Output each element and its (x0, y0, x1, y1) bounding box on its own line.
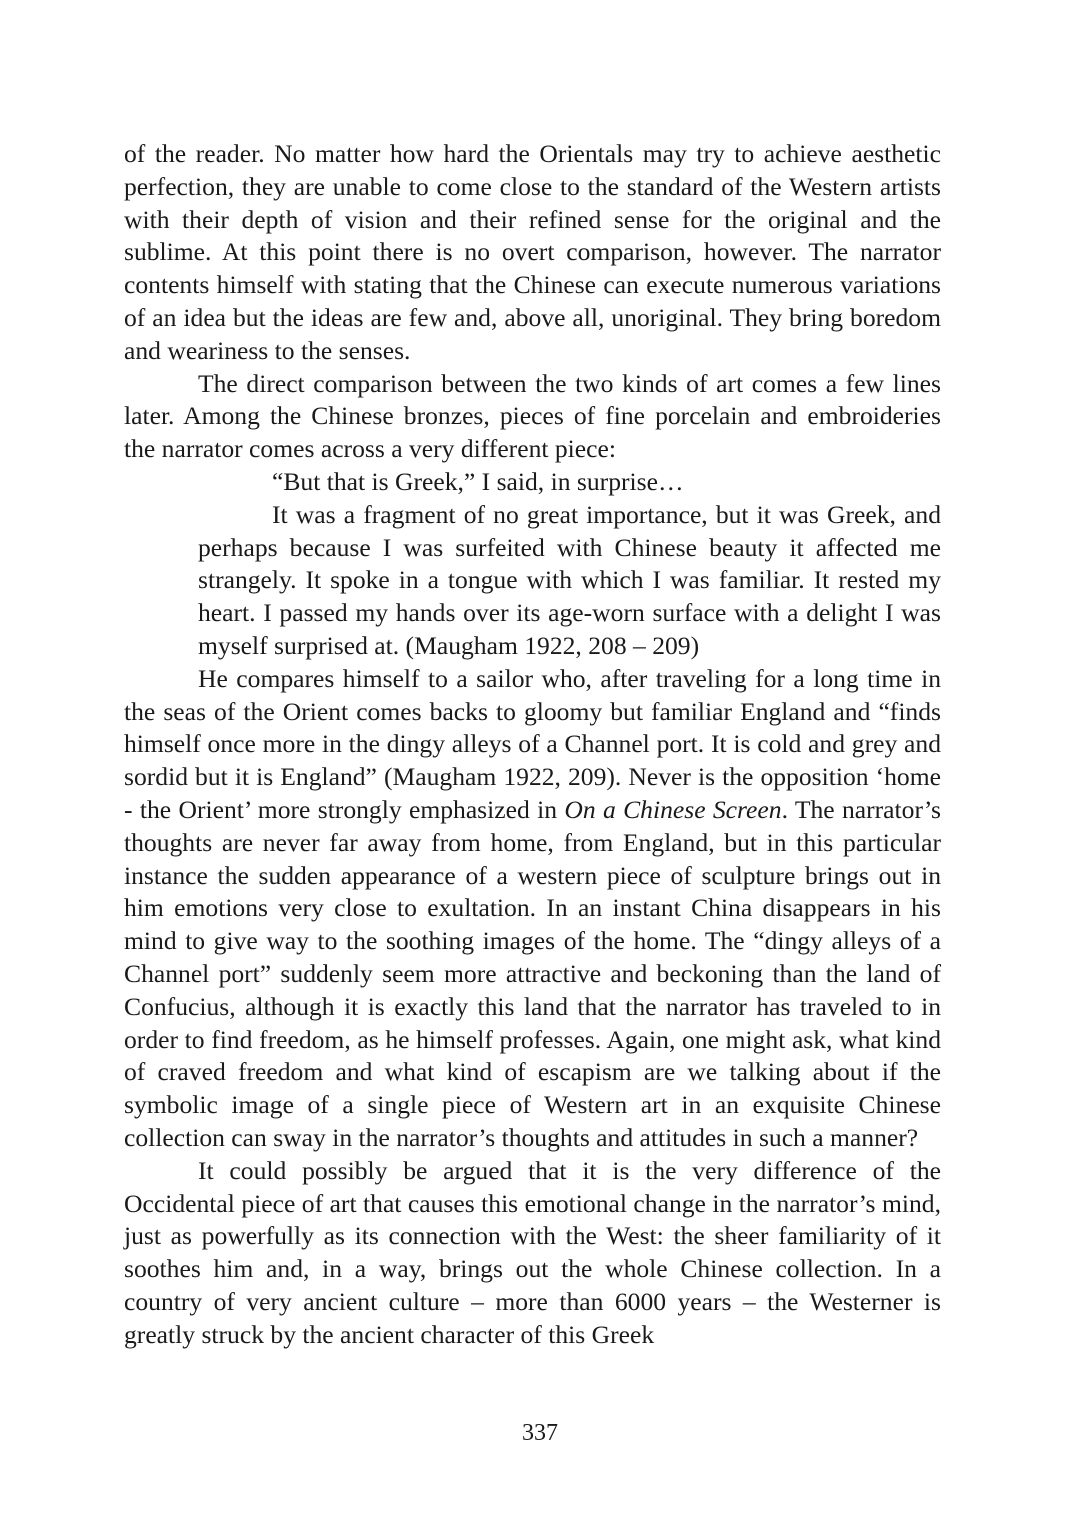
paragraph-3-text-b: . The narrator’s thoughts are never far away from home, from England, but in this particular instance the sudden appearance of a western piece of sculpture brings out in him emotions very close to exultation. In an instant China disappears in his mind to give way to the soothing images of the home. The “dingy alleys of a Channel port” suddenly seem more attractive and beckoning than the land of Confucius, although it is exactly this land that the narrator has traveled to in order to find freedom, as he himself professes. Again, one might ask, what kind of craved freedom and what kind of escapism are we talking about if the symbolic image of a single piece of Western art in an exquisite Chinese collection can sway in the narrator’s thoughts and attitudes in such a manner? (124, 794, 941, 1152)
paragraph-3-text-a: He compares himself to a sailor who, after traveling for a long time in the seas of the Orient comes backs to gloomy but familiar England and “finds himself once more in the dingy alleys of a Channel port. It is cold and grey and sordid but it is England” (Maugham 1922, 209). Never is the opposition ‘home - the Orient’ more strongly emphasized in (124, 663, 941, 824)
block-quote (198, 466, 941, 663)
paragraph-3 (124, 663, 941, 1155)
quote-paragraph: It was a fragment of no great importance, but it was Greek, and perhaps because I was surfeited with Chinese beauty it affected me strangely. It spoke in a tongue with which I was familiar. It rested my heart. I passed my hands over its age-worn surface with a delight I was myself surprised at. (Maugham 1922, 208 – 209) (198, 499, 941, 660)
paragraph-1: of the reader. No matter how hard the Orientals may try to achieve aesthetic perfection, they are unable to come close to the standard of the Western artists with their depth of vision and their refined sense for the original and the sublime. At this point there is no overt comparison, however. The narrator contents himself with stating that the Chinese can execute numerous variations of an idea but the ideas are few and, above all, unoriginal. They bring boredom and weariness to the senses. (124, 139, 941, 365)
page-body (124, 138, 941, 1351)
page-number: 337 (522, 1420, 558, 1446)
book-title-italic: On a Chinese Screen (564, 794, 782, 824)
quote-first-line: “But that is Greek,” I said, in surprise… (272, 466, 684, 496)
paragraph-2: The direct comparison between the two kinds of art comes a few lines later. Among the Chinese bronzes, pieces of fine porcelain and embroideries the narrator comes across a very different piece: (124, 368, 941, 464)
paragraph-4: It could possibly be argued that it is the very difference of the Occidental piece of art that causes this emotional change in the narrator’s mind, just as powerfully as its connection with the West: the sheer familiarity of it soothes him and, in a way, brings out the whole Chinese collection. In a country of very ancient culture – more than 6000 years – the Westerner is greatly struck by the ancient character of this Greek (124, 1155, 941, 1349)
